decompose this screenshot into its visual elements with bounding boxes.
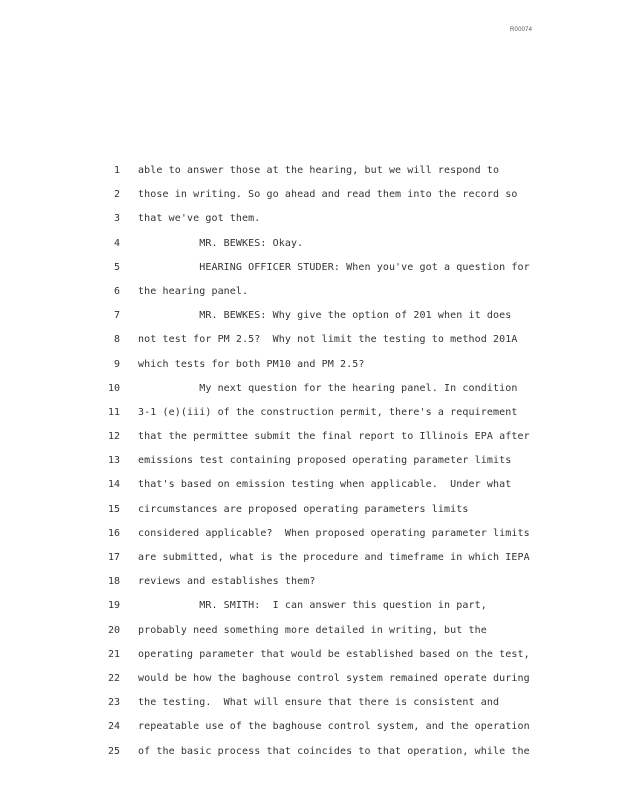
transcript-line: [0, 307, 618, 331]
line-number: 19: [107, 600, 120, 612]
transcript-line: [0, 476, 618, 500]
transcript-line: [0, 622, 618, 646]
transcript-line: [0, 380, 618, 404]
transcript-line: [0, 404, 618, 428]
line-number: 16: [107, 527, 120, 539]
transcript-line: [0, 235, 618, 259]
line-number: 18: [107, 576, 120, 588]
line-number: 25: [107, 745, 120, 757]
line-number: 5: [113, 261, 120, 273]
transcript-line: [0, 597, 618, 621]
line-number: 11: [107, 406, 120, 418]
line-number: 12: [107, 431, 120, 443]
transcript-line: [0, 331, 618, 355]
line-number: 8: [113, 334, 120, 346]
line-number: 2: [113, 189, 120, 201]
line-number: 17: [107, 552, 120, 563]
line-number: 10: [107, 382, 120, 394]
line-number: 1: [113, 165, 120, 176]
transcript-line: [0, 573, 618, 597]
line-text: HEARING OFFICER STUDER: When you've got a question for: [138, 261, 530, 273]
line-text: operating parameter that would be established based on the test,: [138, 648, 530, 660]
line-text: reviews and establishes them?: [138, 576, 316, 588]
line-number: 24: [107, 721, 120, 733]
line-number: 4: [113, 237, 120, 249]
line-text: those in writing. So go ahead and read them into the record so: [138, 189, 518, 201]
line-text: that the permittee submit the final report to Illinois EPA after: [138, 431, 530, 443]
line-number: 7: [113, 310, 120, 322]
transcript-line: [0, 162, 618, 186]
line-text: are submitted, what is the procedure and timeframe in which IEPA: [138, 552, 530, 563]
line-text: that's based on emission testing when applicable. Under what: [138, 479, 512, 491]
transcript-line: [0, 452, 618, 476]
line-number: 15: [107, 503, 120, 515]
transcript-line: [0, 428, 618, 452]
transcript-line: [0, 356, 618, 380]
transcript-line: [0, 283, 618, 307]
line-number: 20: [107, 624, 120, 636]
line-text: repeatable use of the baghouse control system, and the operation: [138, 721, 530, 733]
transcript-line: [0, 210, 618, 234]
transcript-line: [0, 549, 618, 573]
line-text: considered applicable? When proposed operating parameter limits: [138, 527, 530, 539]
transcript-line: [0, 259, 618, 283]
line-text: the testing. What will ensure that there is consistent and: [138, 697, 500, 709]
line-number: 21: [107, 648, 120, 660]
line-text: MR. BEWKES: Why give the option of 201 when it does: [138, 310, 512, 322]
line-number: 23: [107, 697, 120, 709]
transcript-line: [0, 501, 618, 525]
line-text: circumstances are proposed operating parameters limits: [138, 503, 469, 515]
line-text: would be how the baghouse control system remained operate during: [138, 672, 530, 684]
transcript-line: [0, 718, 618, 742]
line-number: 3: [113, 213, 120, 225]
line-text: able to answer those at the hearing, but we will respond to: [138, 165, 500, 176]
line-text: 3-1 (e)(iii) of the construction permit, there's a requirement: [138, 406, 518, 418]
line-number: 22: [107, 672, 120, 684]
line-number: 9: [113, 358, 120, 370]
line-text: of the basic process that coincides to that operation, while the: [138, 745, 530, 757]
line-text: MR. SMITH: I can answer this question in part,: [138, 600, 487, 612]
line-text: probably need something more detailed in writing, but the: [138, 624, 487, 636]
line-text: that we've got them.: [138, 213, 261, 225]
transcript-line: [0, 670, 618, 694]
transcript-body: [0, 162, 618, 767]
transcript-line: [0, 694, 618, 718]
line-number: 14: [107, 479, 120, 491]
line-number: 13: [107, 455, 120, 467]
page-stamp: R00074: [510, 27, 533, 33]
line-text: not test for PM 2.5? Why not limit the testing to method 201A: [138, 334, 518, 346]
transcript-line: [0, 743, 618, 767]
transcript-line: [0, 646, 618, 670]
line-number: 6: [113, 285, 120, 297]
line-text: which tests for both PM10 and PM 2.5?: [138, 358, 365, 370]
line-text: MR. BEWKES: Okay.: [138, 237, 304, 249]
line-text: My next question for the hearing panel. In condition: [138, 382, 518, 394]
transcript-line: [0, 525, 618, 549]
line-text: emissions test containing proposed operating parameter limits: [138, 455, 512, 467]
transcript-line: [0, 186, 618, 210]
line-text: the hearing panel.: [138, 285, 249, 297]
